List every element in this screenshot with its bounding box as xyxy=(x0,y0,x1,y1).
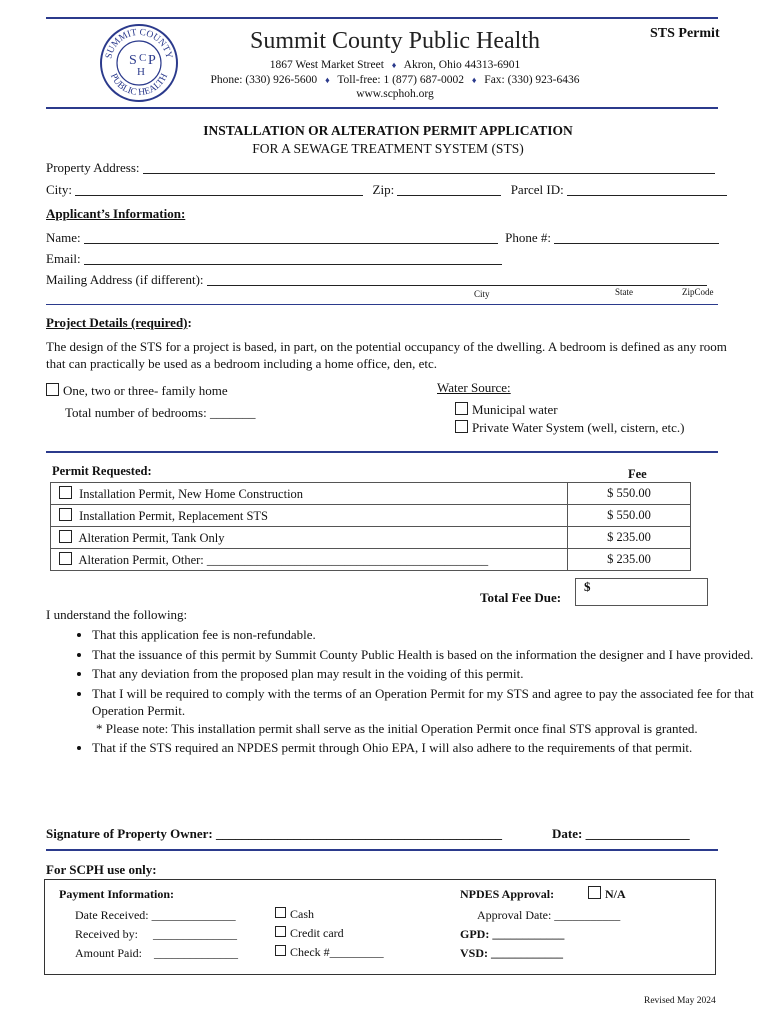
permit-label: Alteration Permit, Other: _____________________________________________ xyxy=(78,552,489,567)
method-cash[interactable] xyxy=(275,907,314,922)
logo-letter-c: C xyxy=(139,52,147,64)
logo-top-text: SUMMIT COUNTY xyxy=(104,27,174,60)
zip-label: Zip: xyxy=(372,182,395,197)
gpd-field[interactable]: GPD: ____________ xyxy=(460,927,565,941)
method-credit[interactable] xyxy=(275,926,344,941)
phone-field[interactable] xyxy=(554,231,719,244)
total-fee-field[interactable]: $ xyxy=(575,578,708,606)
address-line xyxy=(0,59,770,71)
fax: Fax: (330) 923-6436 xyxy=(484,74,580,86)
city-state: Akron, Ohio 44313-6901 xyxy=(403,59,521,71)
email-row xyxy=(46,251,502,267)
website[interactable]: www.scphoh.org xyxy=(356,88,434,100)
terms-item: • That I will be required to comply with the terms of an Operation Permit for my STS and agree to pay the associated fee for that Operation Permit. xyxy=(92,685,770,720)
permit-fee: $ 550.00 xyxy=(568,505,691,527)
municipal-label: Municipal water xyxy=(472,402,558,417)
city-field[interactable] xyxy=(75,183,363,196)
owner-signature-field[interactable]: Signature of Property Owner: ____________________________________________ xyxy=(46,826,502,841)
terms-intro: I understand the following: xyxy=(46,607,188,622)
total-fee-label: Total Fee Due: xyxy=(480,590,562,605)
parcel-label: Parcel ID: xyxy=(510,182,564,197)
npdes-label: NPDES Approval: xyxy=(460,887,555,901)
contact-line xyxy=(0,74,770,86)
terms-list xyxy=(46,626,770,759)
permit-fee: $ 550.00 xyxy=(568,483,691,505)
mailing-state-caption: State xyxy=(615,287,633,297)
header-rule xyxy=(46,107,718,109)
approval-date-field[interactable]: Approval Date: ___________ xyxy=(477,908,621,922)
cash-checkbox[interactable] xyxy=(275,907,286,918)
date-received-field[interactable]: Date Received: ______________ xyxy=(75,908,236,922)
water-option-municipal[interactable] xyxy=(455,402,558,418)
tollfree: Toll-free: 1 (877) 687-0002 xyxy=(337,74,464,86)
mailing-row xyxy=(46,272,707,288)
bedrooms-field[interactable]: Total number of bedrooms: _______ xyxy=(65,405,256,420)
phone: Phone: (330) 926-5600 xyxy=(210,74,318,86)
permit-table xyxy=(50,482,691,571)
permit-row xyxy=(51,505,691,527)
permit-option-cell[interactable] xyxy=(51,483,568,505)
parcel-field[interactable] xyxy=(567,183,727,196)
private-checkbox[interactable] xyxy=(455,420,468,433)
permit-checkbox[interactable] xyxy=(59,552,72,565)
form-title-line1: INSTALLATION OR ALTERATION PERMIT APPLICATION xyxy=(203,123,573,138)
home-option-checkbox[interactable] xyxy=(46,383,59,396)
property-address-row xyxy=(46,160,715,176)
project-heading-colon: : xyxy=(187,315,192,330)
credit-checkbox[interactable] xyxy=(275,926,286,937)
project-heading xyxy=(46,315,192,331)
zip-field[interactable] xyxy=(397,183,501,196)
permit-option-cell[interactable] xyxy=(51,527,568,549)
terms-item: • That any deviation from the proposed plan may result in the voiding of this permit. xyxy=(92,665,770,683)
terms-item: • That the issuance of this permit by Summit County Public Health is based on the information the designer and I have provided. xyxy=(92,646,770,664)
permit-option-cell[interactable] xyxy=(51,505,568,527)
property-address-label: Property Address: xyxy=(46,160,140,175)
received-by-field[interactable]: Received by: ______________ xyxy=(75,927,237,941)
project-description: The design of the STS for a project is based, in part, on the potential occupancy of the dwelling. A bedroom is defined as any room that can practically be used as a bedroom including a home office, den, etc. xyxy=(46,339,727,371)
permit-row xyxy=(51,549,691,571)
fee-header: Fee xyxy=(628,467,647,481)
mailing-field[interactable] xyxy=(207,273,707,286)
npdes-na[interactable] xyxy=(588,886,626,902)
cash-label: Cash xyxy=(290,907,314,921)
permit-option-cell[interactable] xyxy=(51,549,568,571)
check-checkbox[interactable] xyxy=(275,945,286,956)
vsd-field[interactable]: VSD: ____________ xyxy=(460,946,564,960)
top-rule xyxy=(46,17,718,19)
email-label: Email: xyxy=(46,251,81,266)
permit-checkbox[interactable] xyxy=(59,530,72,543)
permit-heading: Permit Requested: xyxy=(52,464,152,478)
city-label: City: xyxy=(46,182,73,197)
project-heading-text: Project Details (required) xyxy=(46,315,188,330)
terms-item: • That this application fee is non-refundable. xyxy=(92,626,770,644)
home-option-label: One, two or three- family home xyxy=(63,383,228,398)
office-rule xyxy=(46,849,718,851)
amount-paid-field[interactable]: Amount Paid: ______________ xyxy=(75,946,239,960)
permit-label: Installation Permit, New Home Construction xyxy=(79,486,304,501)
private-label: Private Water System (well, cistern, etc.) xyxy=(472,420,685,435)
water-source-label: Water Source: xyxy=(437,380,511,395)
applicant-heading: Applicant’s Information: xyxy=(46,206,186,221)
permit-label: Alteration Permit, Tank Only xyxy=(78,530,225,545)
phone-label: Phone #: xyxy=(505,230,552,245)
na-label: N/A xyxy=(605,887,626,901)
permit-fee: $ 235.00 xyxy=(568,549,691,571)
check-label: Check #_________ xyxy=(290,945,384,959)
logo-bottom-text: PUBLIC HEALTH xyxy=(107,72,171,99)
office-use-box xyxy=(44,879,716,975)
org-title: Summit County Public Health xyxy=(249,28,540,54)
logo-letter-p: P xyxy=(148,53,156,68)
mailing-label: Mailing Address (if different): xyxy=(46,272,204,287)
section-divider xyxy=(46,304,718,305)
city-zip-parcel-row xyxy=(46,182,727,198)
permit-fee: $ 235.00 xyxy=(568,527,691,549)
permit-checkbox[interactable] xyxy=(59,508,72,521)
mailing-zip-caption: ZipCode xyxy=(682,287,714,297)
permit-rule xyxy=(46,451,718,453)
credit-label: Credit card xyxy=(290,926,344,940)
name-phone-row xyxy=(46,230,719,246)
water-option-private[interactable] xyxy=(455,420,684,436)
payment-heading: Payment Information: xyxy=(59,887,174,901)
municipal-checkbox[interactable] xyxy=(455,402,468,415)
method-check[interactable] xyxy=(275,945,384,960)
diamond-icon: ♦ xyxy=(325,75,330,85)
permit-row xyxy=(51,527,691,549)
permit-label: Installation Permit, Replacement STS xyxy=(79,508,268,523)
permit-row xyxy=(51,483,691,505)
logo-letter-s: S xyxy=(129,53,137,68)
office-heading: For SCPH use only: xyxy=(46,862,157,877)
terms-item: • That if the STS required an NPDES permit through Ohio EPA, I will also adhere to the requirements of that permit. xyxy=(92,739,770,757)
logo-letter-h: H xyxy=(137,66,145,78)
revised-date: Revised May 2024 xyxy=(644,996,716,1006)
sts-permit-badge: STS Permit xyxy=(650,26,720,41)
signature-date-field[interactable]: Date: ________________ xyxy=(552,826,690,841)
property-address-field[interactable] xyxy=(143,161,715,174)
email-field[interactable] xyxy=(84,252,502,265)
name-label: Name: xyxy=(46,230,81,245)
street: 1867 West Market Street xyxy=(269,59,384,71)
terms-note: * Please note: This installation permit shall serve as the initial Operation Permit once final STS approval is granted. xyxy=(96,720,698,736)
diamond-icon: ♦ xyxy=(471,75,477,85)
home-option-row[interactable] xyxy=(46,383,228,399)
form-title-line2: FOR A SEWAGE TREATMENT SYSTEM (STS) xyxy=(252,141,524,156)
permit-checkbox[interactable] xyxy=(59,486,72,499)
diamond-icon: ♦ xyxy=(391,60,397,70)
name-field[interactable] xyxy=(84,231,498,244)
na-checkbox[interactable] xyxy=(588,886,601,899)
mailing-city-caption: City xyxy=(474,289,490,299)
